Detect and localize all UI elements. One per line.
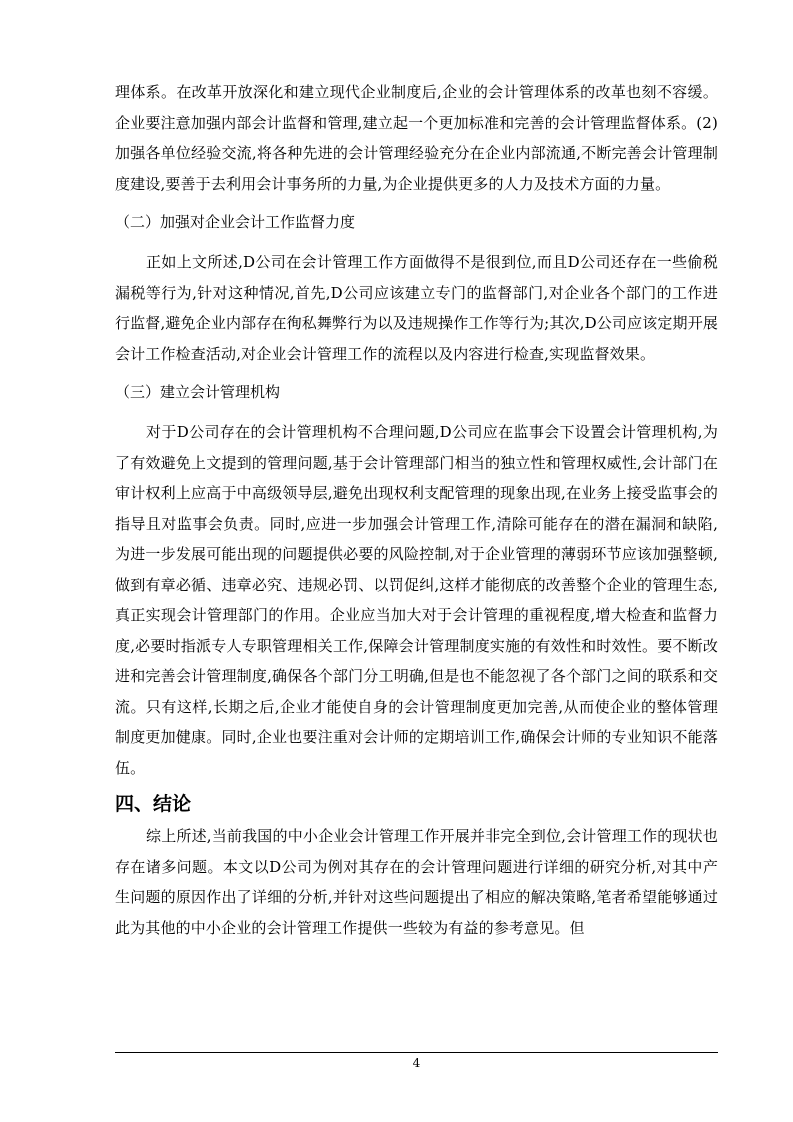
paragraph-conclusion: 综上所述,当前我国的中小企业会计管理工作开展并非完全到位,会计管理工作的现状也存在诸多问题。本文以D公司为例对其存在的会计管理问题进行详细的研究分析,对其中产生问题的原因作出了详细的分析,并针对这些问题提出了相应的解决策略,笔者希望能够通过此为其他的中小企业的会计管理工作提供一些较为有益的参考意见。但 xyxy=(115,827,718,937)
page-content xyxy=(115,77,718,943)
paragraph-supervision: 正如上文所述,D公司在会计管理工作方面做得不是很到位,而且D公司还存在一些偷税漏税等行为,针对这种情况,首先,D公司应该建立专门的监督部门,对企业各个部门的工作进行监督,避免企业内部存在徇私舞弊行为以及违规操作工作等行为;其次,D公司应该定期开展会计工作检查活动,对企业会计管理工作的流程以及内容进行检查,实现监督效果。 xyxy=(115,253,718,363)
footer-divider xyxy=(115,1052,718,1053)
section-title-conclusion: 四、结论 xyxy=(115,793,192,815)
page-number: 4 xyxy=(412,1056,421,1070)
paragraph-continuation: 理体系。在改革开放深化和建立现代企业制度后,企业的会计管理体系的改革也刻不容缓。企业要注意加强内部会计监督和管理,建立起一个更加标准和完善的会计管理监督体系。(2)加强各单位经验交流,将各种先进的会计管理经验充分在企业内部流通,不断完善会计管理制度建设,要善于去利用会计事务所的力量,为企业提供更多的人力及技术方面的力量。 xyxy=(115,83,718,193)
subheading-supervision: （二）加强对企业会计工作监督力度 xyxy=(115,213,356,231)
subheading-management-body: （三）建立会计管理机构 xyxy=(115,383,281,401)
paragraph-management-body: 对于D公司存在的会计管理机构不合理问题,D公司应在监事会下设置会计管理机构,为了有效避免上文提到的管理问题,基于会计管理部门相当的独立性和管理权威性,会计部门在审计权利上应高于中高级领导层,避免出现权利支配管理的现象出现,在业务上接受监事会的指导且对监事会负责。同时,应进一步加强会计管理工作,清除可能存在的潜在漏洞和缺陷,为进一步发展可能出现的问题提供必要的风险控制,对于企业管理的薄弱环节应该加强整顿,做到有章必循、违章必究、违规必罚、以罚促纠,这样才能彻底的改善整个企业的管理生态,真正实现会计管理部门的作用。企业应当加大对于会计管理的重视程度,增大检查和监督力度,必要时指派专人专职管理相关工作,保障会计管理制度实施的有效性和时效性。要不断改进和完善会计管理制度,确保各个部门分工明确,但是也不能忽视了各个部门之间的联系和交流。只有这样,长期之后,企业才能使自身的会计管理制度更加完善,从而使企业的整体管理制度更加健康。同时,企业也要注重对会计师的定期培训工作,确保会计师的专业知识不能落伍。 xyxy=(115,423,718,777)
